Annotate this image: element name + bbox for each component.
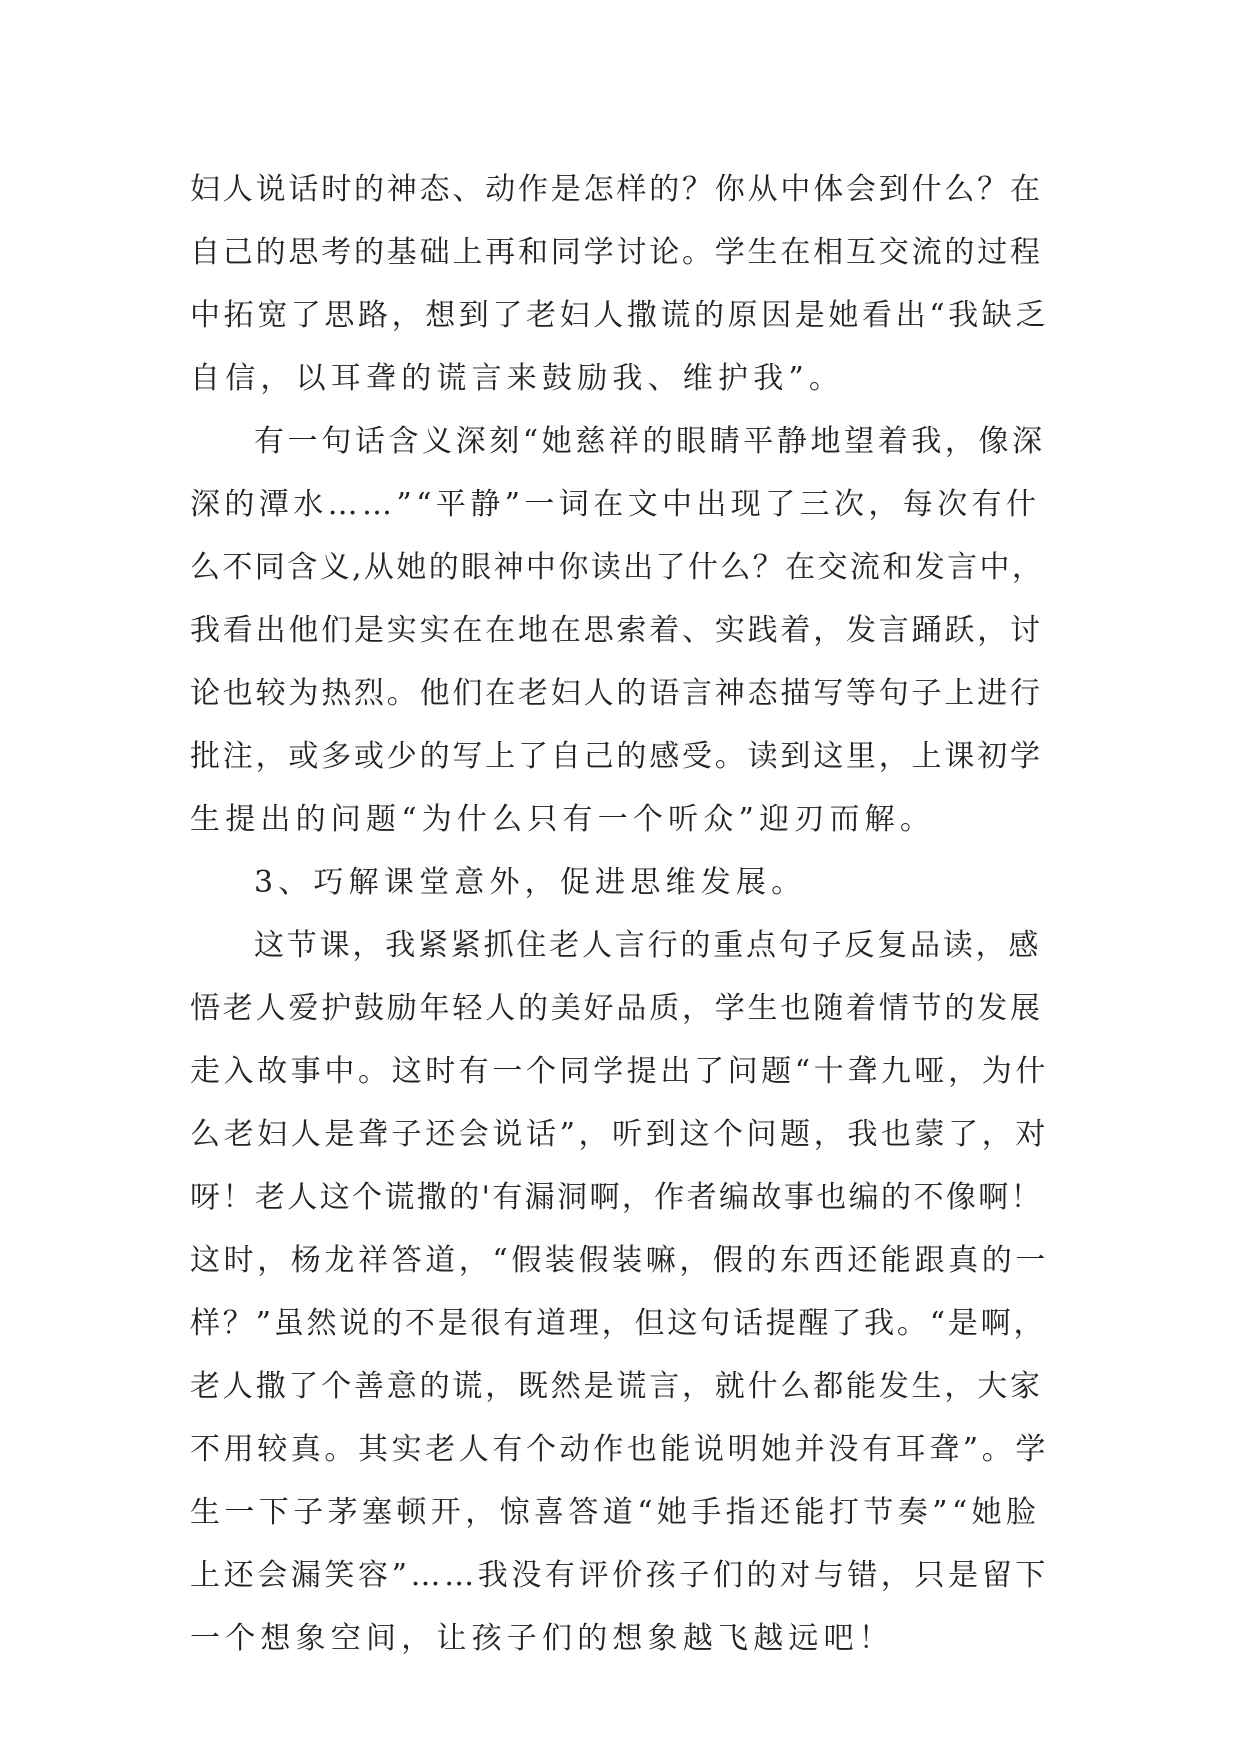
text-line: 妇人说话时的神态、动作是怎样的？你从中体会到什么？在 [190, 172, 1043, 207]
text-line: 生提出的问题“为什么只有一个听众”迎刃而解。 [190, 802, 936, 837]
text-line: 中拓宽了思路，想到了老妇人撒谎的原因是她看出“我缺乏 [190, 298, 1049, 333]
section-heading: 3、巧解课堂意外，促进思维发展。 [254, 865, 807, 900]
text-line: 走入故事中。这时有一个同学提出了问题“十聋九哑，为什 [190, 1054, 1049, 1089]
text-line: 不用较真。其实老人有个动作也能说明她并没有耳聋”。学 [190, 1432, 1049, 1467]
text-line: 呀！老人这个谎撒的'有漏洞啊，作者编故事也编的不像啊！ [190, 1180, 1044, 1215]
text-line: 样？”虽然说的不是很有道理，但这句话提醒了我。“是啊， [190, 1306, 1047, 1341]
paragraph-first-line: 这节课，我紧紧抓住老人言行的重点句子反复品读，感 [254, 928, 1042, 963]
text-line: 么老妇人是聋子还会说话”，听到这个问题，我也蒙了，对 [190, 1117, 1049, 1152]
text-line: 论也较为热烈。他们在老妇人的语言神态描写等句子上进行 [190, 676, 1043, 711]
text-line: 上还会漏笑容”……我没有评价孩子们的对与错，只是留下 [190, 1558, 1049, 1593]
text-line: 自己的思考的基础上再和同学讨论。学生在相互交流的过程 [190, 235, 1043, 270]
text-line: 悟老人爱护鼓励年轻人的美好品质，学生也随着情节的发展 [190, 991, 1043, 1026]
text-line: 这时，杨龙祥答道，“假装假装嘛，假的东西还能跟真的一 [190, 1243, 1049, 1278]
text-line: 我看出他们是实实在在地在思索着、实践着，发言踊跃，讨 [190, 613, 1043, 648]
paragraph-first-line: 有一句话含义深刻“她慈祥的眼睛平静地望着我，像深 [254, 424, 1046, 459]
body-text [190, 158, 1050, 1670]
text-line: 老人撒了个善意的谎，既然是谎言，就什么都能发生，大家 [190, 1369, 1043, 1404]
text-line: 生一下子茅塞顿开，惊喜答道“她手指还能打节奏”“她脸 [190, 1495, 1041, 1530]
text-line: 一个想象空间，让孩子们的想象越飞越远吧！ [190, 1621, 894, 1656]
text-line: 么不同含义,从她的眼神中你读出了什么？在交流和发言中， [190, 550, 1045, 585]
text-line: 批注，或多或少的写上了自己的感受。读到这里，上课初学 [190, 739, 1043, 774]
text-line: 深的潭水……”“平静”一词在文中出现了三次，每次有什 [190, 487, 1041, 522]
text-line: 自信，以耳聋的谎言来鼓励我、维护我”。 [190, 361, 845, 396]
